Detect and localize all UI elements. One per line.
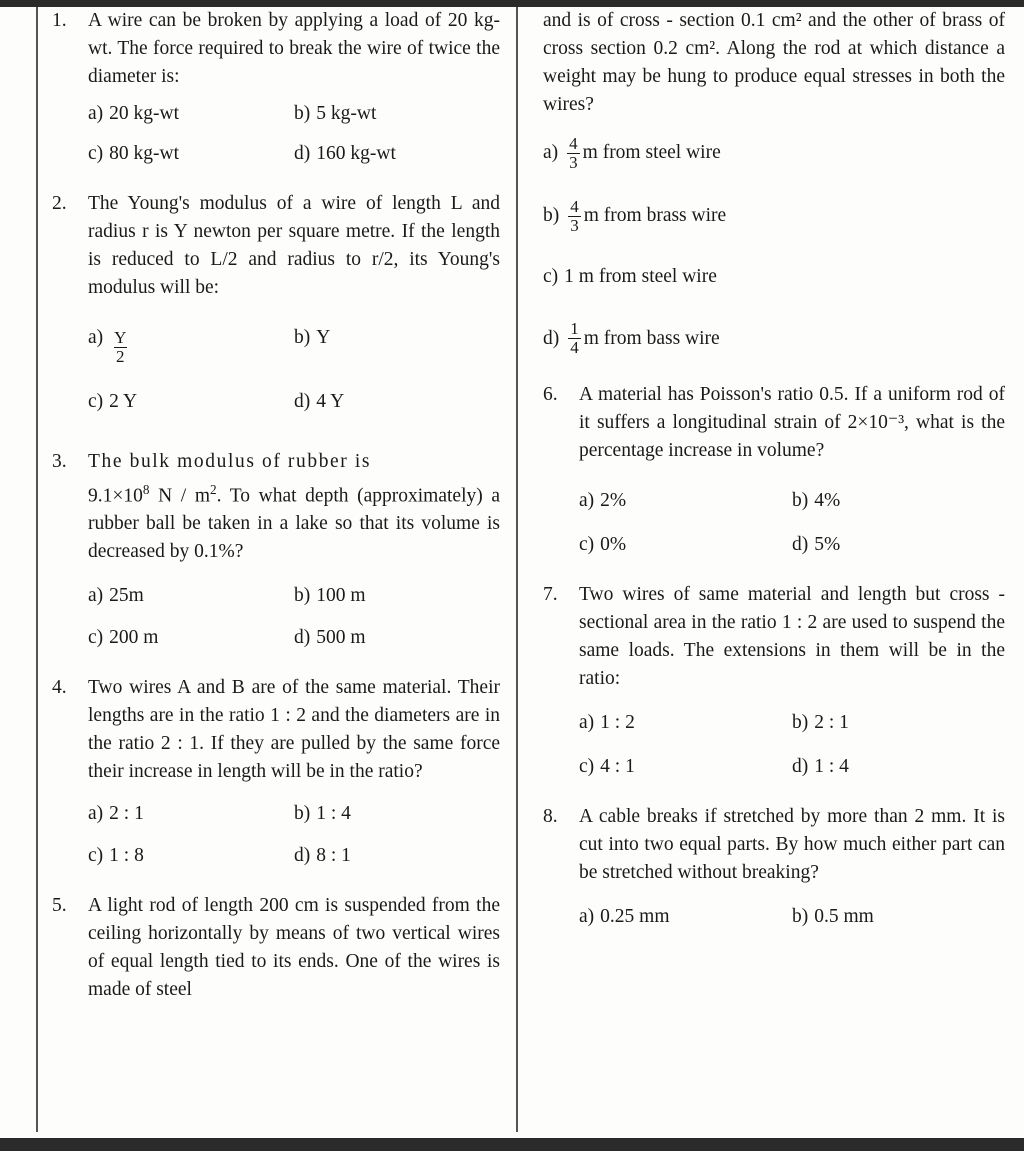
option-label: a) [579, 906, 595, 928]
option-a[interactable] [88, 324, 294, 366]
option-b[interactable] [543, 198, 1005, 235]
option-label: d) [543, 327, 560, 349]
question-5-options [543, 135, 1005, 357]
question-number: 7. [543, 584, 558, 606]
fraction-numerator: 1 [570, 319, 579, 339]
fraction-4-over-3 [567, 135, 580, 172]
option-text: 200 m [109, 627, 159, 649]
option-label: b) [294, 103, 311, 124]
option-c[interactable] [543, 260, 1005, 294]
question-text: The Young's modulus of a wire of length L and radius r is Y newton per square metre. If the length is reduced to L/2 and radius to r/2, its Young's modulus will be: [88, 193, 500, 298]
option-c[interactable] [88, 624, 294, 652]
bulk-modulus-value: 9.1×10 [88, 485, 143, 507]
option-label: a) [88, 803, 104, 825]
question-4-options-row-1 [88, 800, 500, 828]
option-text: 1 : 8 [109, 845, 144, 867]
option-label: c) [579, 756, 595, 778]
option-label: b) [294, 803, 311, 825]
option-label: b) [792, 490, 809, 512]
exponent: 2 [210, 481, 217, 497]
option-d[interactable] [294, 388, 500, 416]
column-divider-rule [516, 7, 518, 1132]
question-2 [52, 190, 500, 302]
option-text: 500 m [316, 627, 366, 649]
question-5 [52, 892, 500, 1004]
option-text: 2 : 1 [109, 803, 144, 825]
option-d[interactable] [294, 842, 500, 870]
option-a[interactable] [88, 100, 294, 128]
fraction-denominator: 4 [570, 338, 579, 358]
option-label: a) [88, 585, 104, 607]
right-column [543, 7, 1005, 943]
option-c[interactable] [579, 753, 792, 781]
option-text: 4% [814, 490, 841, 512]
question-text: A wire can be broken by applying a load of 20 kg-wt. The force required to break the wire of twice the diameter is: [88, 10, 500, 87]
option-text: Y [316, 327, 331, 348]
scan-edge-bottom [0, 1138, 1024, 1151]
units: N / m [158, 485, 210, 507]
fraction-numerator: 4 [570, 196, 579, 216]
option-label: b) [792, 712, 809, 734]
question-3-options-row-1 [88, 582, 500, 610]
question-text-rest: (approximately) a rubber ball be taken in a lake so that its volume is decreased by 0.1%? [88, 485, 500, 563]
question-text: and is of cross - section 0.1 cm² and the other of brass of cross section 0.2 cm². Along the rod at which distance a weight may be hung to produce equal stresses in both the wires? [543, 10, 1005, 115]
option-d[interactable] [294, 140, 500, 168]
option-label: a) [88, 103, 104, 124]
option-b[interactable] [792, 487, 1005, 515]
option-label: b) [792, 906, 809, 928]
question-1 [52, 7, 500, 91]
question-number: 5. [52, 895, 67, 917]
option-label: a) [543, 142, 559, 164]
option-text: 0.5 mm [814, 906, 874, 928]
question-number: 1. [52, 10, 67, 31]
option-c[interactable] [88, 388, 294, 416]
fraction-numerator: Y [114, 328, 127, 347]
option-c[interactable] [88, 842, 294, 870]
option-b[interactable] [294, 800, 500, 828]
option-text: 5 kg-wt [316, 103, 377, 124]
option-text: 1 m from steel wire [564, 266, 717, 288]
question-number: 3. [52, 450, 67, 472]
fraction-denominator: 3 [569, 152, 578, 172]
option-a[interactable] [88, 582, 294, 610]
fraction-y-over-2 [112, 329, 128, 366]
option-b[interactable] [792, 903, 1005, 931]
fraction-denominator: 3 [570, 215, 579, 235]
fraction-1-over-4 [568, 320, 581, 357]
option-text: 100 m [316, 585, 366, 607]
question-text: A material has Poisson's ratio 0.5. If a uniform rod of it suffers a longitudinal strain of 2×10⁻³, what is the percentage increase in volume? [579, 384, 1005, 462]
margin-rule-left [36, 7, 38, 1132]
fraction-4-over-3 [568, 198, 581, 235]
option-label: d) [792, 756, 809, 778]
fraction-numerator: 4 [569, 134, 578, 153]
option-a[interactable] [579, 709, 792, 737]
option-label: b) [294, 585, 311, 607]
question-6-options-row-2 [579, 531, 1005, 559]
option-label: d) [792, 534, 809, 556]
option-text: 0% [600, 534, 627, 556]
left-column [52, 7, 500, 1006]
option-text: m from steel wire [582, 142, 721, 164]
option-text: 2 Y [109, 390, 138, 412]
option-label: a) [579, 490, 595, 512]
option-text: 2 : 1 [814, 712, 849, 734]
question-text-line-2-tail: . To what depth [216, 485, 349, 507]
option-c[interactable] [579, 531, 792, 559]
option-a[interactable] [579, 487, 792, 515]
option-label: d) [294, 143, 311, 164]
question-8-options-row-1 [579, 903, 1005, 931]
option-text: 8 : 1 [316, 845, 351, 867]
option-label: b) [294, 327, 311, 348]
question-3-options-row-2 [88, 624, 500, 652]
question-3 [52, 448, 500, 567]
option-text: 4 Y [316, 390, 345, 412]
question-5-continuation [543, 7, 1005, 119]
question-4-options-row-2 [88, 842, 500, 870]
option-label: d) [294, 627, 311, 649]
option-text: m from bass wire [583, 327, 720, 349]
option-label: c) [88, 143, 104, 164]
option-label: c) [88, 390, 104, 412]
option-text: 25m [109, 585, 144, 607]
option-text: 20 kg-wt [109, 103, 180, 124]
option-b[interactable] [294, 100, 500, 128]
fraction-denominator: 2 [116, 346, 125, 366]
option-label: d) [294, 845, 311, 867]
option-text: 0.25 mm [600, 906, 670, 928]
question-8 [543, 803, 1005, 887]
option-d[interactable] [792, 531, 1005, 559]
question-number: 2. [52, 193, 67, 214]
question-text [88, 448, 500, 567]
option-label: c) [88, 627, 104, 649]
option-text: 1 : 4 [814, 756, 849, 778]
question-6-options-row-1 [579, 487, 1005, 515]
option-label: b) [543, 205, 560, 227]
option-c[interactable] [88, 140, 294, 168]
question-7-options-row-1 [579, 709, 1005, 737]
question-number: 6. [543, 384, 558, 406]
option-b[interactable] [294, 582, 500, 610]
option-text: m from brass wire [583, 205, 727, 227]
option-label: c) [579, 534, 595, 556]
option-a[interactable] [543, 135, 1005, 172]
question-number: 4. [52, 677, 67, 699]
option-text: 160 kg-wt [316, 143, 396, 164]
question-2-options-row-2 [88, 388, 500, 416]
option-label: c) [88, 845, 104, 867]
scan-edge-top [0, 0, 1024, 7]
option-text: 4 : 1 [600, 756, 635, 778]
option-label: a) [88, 327, 104, 348]
option-d[interactable] [294, 624, 500, 652]
question-text-line-1: The bulk modulus of rubber is [88, 450, 372, 472]
question-text: Two wires of same material and length but cross - sectional area in the ratio 1 : 2 are used to suspend the same loads. The extensions in them will be in the ratio: [579, 584, 1005, 690]
question-6 [543, 381, 1005, 465]
option-d[interactable] [792, 753, 1005, 781]
option-text: 5% [814, 534, 841, 556]
question-text: Two wires A and B are of the same material. Their lengths are in the ratio 1 : 2 and the diameters are in the ratio 2 : 1. If they are pulled by the same force their increase in length will be in the ratio? [88, 677, 500, 783]
question-4 [52, 674, 500, 786]
option-text: 2% [600, 490, 627, 512]
option-a[interactable] [579, 903, 792, 931]
question-text: A light rod of length 200 cm is suspended from the ceiling horizontally by means of two vertical wires of equal length tied to its ends. One of the wires is made of steel [88, 895, 500, 1001]
option-text: 80 kg-wt [109, 143, 180, 164]
option-a[interactable] [88, 800, 294, 828]
question-2-options-row-1 [88, 324, 500, 366]
exponent: 8 [142, 481, 150, 497]
question-1-options-row-2 [88, 140, 500, 168]
option-label: d) [294, 390, 311, 412]
question-7-options-row-2 [579, 753, 1005, 781]
option-d[interactable] [543, 320, 1005, 357]
option-text: 1 : 2 [600, 712, 635, 734]
option-label: a) [579, 712, 595, 734]
option-text: 1 : 4 [316, 803, 351, 825]
question-7 [543, 581, 1005, 693]
option-b[interactable] [792, 709, 1005, 737]
question-1-options-row-1 [88, 100, 500, 128]
option-b[interactable] [294, 324, 500, 366]
option-label: c) [543, 266, 559, 288]
question-text: A cable breaks if stretched by more than 2 mm. It is cut into two equal parts. By how much either part can be stretched without breaking? [579, 806, 1005, 884]
question-number: 8. [543, 806, 558, 828]
